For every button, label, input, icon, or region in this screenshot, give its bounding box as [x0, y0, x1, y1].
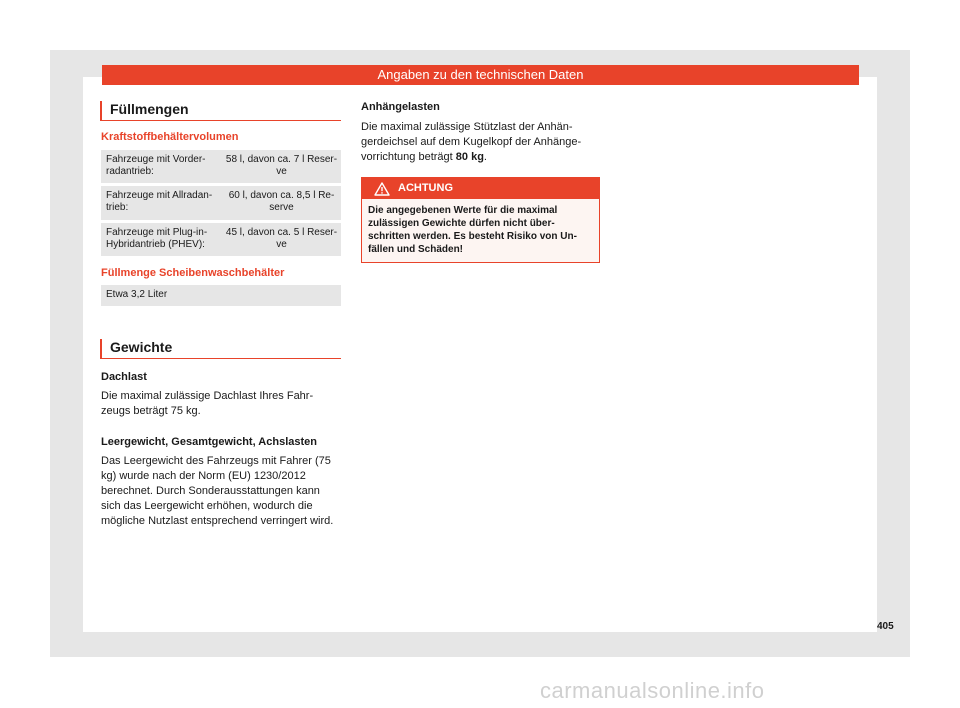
- spec-label: Fahrzeuge mit Plug-in-Hybridantrieb (PHEV):: [106, 227, 208, 250]
- section-title-fill: Füllmengen: [100, 101, 341, 121]
- washer-row: [101, 285, 341, 306]
- warning-triangle-icon: [374, 182, 390, 196]
- trailer-load-value: 80 kg: [455, 151, 484, 163]
- spec-label: Fahrzeuge mit Allradan-trieb:: [106, 190, 213, 213]
- header-banner: Angaben zu den technischen Daten: [102, 65, 859, 85]
- fuel-tank-heading: Kraftstoffbehältervolumen: [101, 131, 239, 143]
- trailer-load-text: [361, 120, 601, 165]
- page-number: 405: [877, 621, 894, 632]
- warning-title: ACHTUNG: [398, 182, 453, 194]
- spec-value: 60 l, davon ca. 8,5 l Re-serve: [228, 190, 335, 213]
- warning-box: [361, 177, 600, 263]
- spec-label: Fahrzeuge mit Vorder-radantrieb:: [106, 154, 206, 177]
- roof-load-text: Die maximal zulässige Dachlast Ihres Fahr-zeugs beträgt 75 kg.: [101, 390, 314, 417]
- warning-header: [362, 178, 599, 199]
- empty-weight-heading: Leergewicht, Gesamtgewicht, Achslasten: [101, 436, 317, 448]
- spec-row: [101, 150, 341, 183]
- warning-text: Die angegebenen Werte für die maximal zulässigen Gewichte dürfen nicht über-schritten werden. Es besteht Risiko von Un-fällen und Schäden!: [368, 205, 577, 255]
- section-title-weights: Gewichte: [100, 339, 341, 359]
- watermark: carmanualsonline.info: [540, 678, 765, 703]
- empty-weight-text: Das Leergewicht des Fahrzeugs mit Fahrer (75 kg) wurde nach der Norm (EU) 1230/2012 berechnet. Durch Sonderausstattungen kann sich das Leergewicht erhöhen, wodurch die mögliche Nutzlast entsprechend verringert wird.: [101, 455, 334, 527]
- washer-value: Etwa 3,2 Liter: [106, 289, 168, 300]
- spec-value: 58 l, davon ca. 7 l Reser-ve: [225, 154, 338, 177]
- spec-row: [101, 186, 341, 220]
- spec-row: [101, 223, 341, 256]
- roof-load-heading: Dachlast: [101, 371, 147, 383]
- washer-heading: Füllmenge Scheibenwaschbehälter: [101, 267, 285, 279]
- spec-value: 45 l, davon ca. 5 l Reser-ve: [225, 227, 338, 250]
- trailer-load-body: Die maximal zulässige Stützlast der Anhän-gerdeichsel auf dem Kugelkopf der Anhänge-vorrichtung beträgt: [361, 121, 582, 163]
- trailer-load-heading: Anhängelasten: [361, 101, 440, 113]
- trailer-load-suffix: .: [483, 151, 487, 163]
